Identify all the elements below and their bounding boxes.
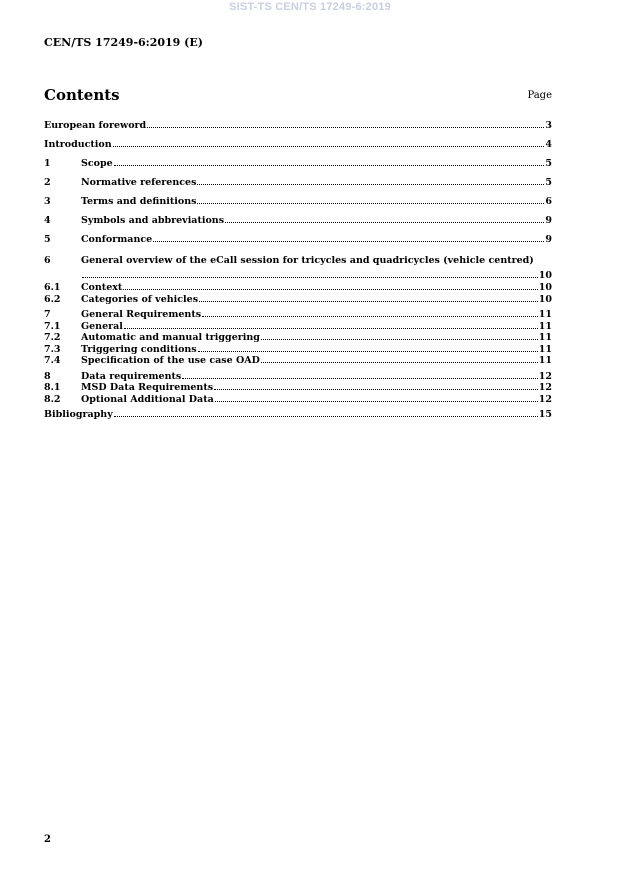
- toc-entry[interactable]: [44, 120, 552, 139]
- dot-leader: [113, 146, 545, 147]
- toc-entry-number: 7.1: [44, 320, 61, 332]
- toc-entry[interactable]: [44, 234, 552, 253]
- toc-entry[interactable]: [44, 215, 552, 234]
- toc-entry[interactable]: [44, 394, 552, 406]
- toc-entry-title: Specification of the use case OAD: [81, 355, 260, 366]
- toc-entry-title: Symbols and abbreviations: [81, 215, 225, 226]
- toc-entry[interactable]: [44, 196, 552, 215]
- toc-entry-page: 6: [545, 196, 552, 207]
- toc-entry-number: 2: [44, 177, 51, 188]
- toc-entry-number: 7.4: [44, 355, 61, 366]
- toc-entry[interactable]: [44, 177, 552, 196]
- toc-entry-page: 3: [545, 120, 552, 131]
- toc-entry-title: Terms and definitions: [81, 196, 197, 207]
- dot-leader: [114, 416, 538, 417]
- toc-entry-title: European foreword: [44, 120, 147, 131]
- toc-entry-page: 10: [538, 270, 552, 281]
- dot-leader: [153, 241, 544, 242]
- toc-entry-page: 11: [538, 320, 552, 332]
- toc-entry-number: 8: [44, 370, 51, 382]
- toc-entry-page: 9: [545, 215, 552, 226]
- toc-entry[interactable]: [44, 282, 552, 294]
- contents-title: Contents: [44, 86, 120, 104]
- toc-entry-number: 6: [44, 255, 51, 266]
- toc-entry[interactable]: [44, 309, 552, 321]
- dot-leader: [114, 165, 545, 166]
- toc-entry[interactable]: [44, 294, 552, 306]
- toc-entry-number: 8.2: [44, 393, 61, 405]
- document-id: CEN/TS 17249-6:2019 (E): [44, 36, 203, 49]
- dot-leader: [214, 389, 538, 390]
- toc-entry[interactable]: [44, 409, 552, 428]
- toc-entry-number: 5: [44, 234, 51, 245]
- toc-entry-title: Conformance: [81, 234, 153, 245]
- watermark: SIST-TS CEN/TS 17249-6:2019: [229, 1, 391, 13]
- toc-entry-title: General Requirements: [81, 309, 202, 320]
- toc-entry-page: 11: [538, 309, 552, 320]
- dot-leader: [197, 184, 544, 185]
- dot-leader: [124, 328, 538, 329]
- toc-entry-page: 12: [538, 393, 552, 405]
- toc-entry-page: 10: [538, 282, 552, 293]
- dot-leader: [202, 316, 538, 317]
- toc-entry-title: Normative references: [81, 177, 197, 188]
- toc-entry[interactable]: [44, 382, 552, 394]
- toc-entry-title: Automatic and manual triggering: [81, 332, 260, 343]
- toc-entry-title: MSD Data Requirements: [81, 382, 214, 393]
- toc-entry[interactable]: [44, 321, 552, 333]
- toc-entry-page: 10: [538, 293, 552, 305]
- toc-entry-page: 11: [538, 343, 552, 355]
- dot-leader: [182, 378, 538, 379]
- dot-leader: [199, 301, 538, 302]
- page-column-label: Page: [527, 90, 552, 101]
- toc-entry-title: Optional Additional Data: [81, 393, 214, 405]
- toc-entry-page: 4: [545, 139, 552, 150]
- dot-leader: [198, 351, 538, 352]
- toc-entry[interactable]: [44, 158, 552, 177]
- toc-entry-title: Introduction: [44, 139, 112, 150]
- dot-leader: [261, 339, 538, 340]
- toc-entry-page: 15: [538, 409, 552, 420]
- dot-leader: [197, 203, 544, 204]
- toc-entry-title: Context: [81, 282, 123, 293]
- toc-entry-page: 9: [545, 234, 552, 245]
- toc-entry[interactable]: [44, 139, 552, 158]
- toc-entry-number: 6.2: [44, 293, 61, 305]
- toc-entry-number: 7: [44, 309, 51, 320]
- toc-entry[interactable]: [44, 344, 552, 356]
- toc-entry-page: 12: [538, 382, 552, 393]
- toc-entry[interactable]: [44, 332, 552, 344]
- dot-leader: [123, 289, 537, 290]
- toc-entry-number: 8.1: [44, 382, 61, 393]
- page-number: 2: [44, 834, 51, 845]
- toc-entry-page: 5: [545, 177, 552, 188]
- toc-entry-title: Bibliography: [44, 409, 113, 420]
- toc-entry-title: Categories of vehicles: [81, 293, 199, 305]
- toc-entry-title: Scope: [81, 158, 113, 169]
- toc-entry-number: 3: [44, 196, 51, 207]
- toc-entry[interactable]: [44, 371, 552, 383]
- dot-leader: [215, 401, 538, 402]
- toc-entry-page: 11: [538, 355, 552, 366]
- toc-entry-number: 7.3: [44, 343, 61, 355]
- toc-entry-number: 6.1: [44, 282, 61, 293]
- toc-entry[interactable]: [44, 355, 552, 367]
- toc-entry-title: General overview of the eCall session for tricycles and quadricycles (vehicle centred): [81, 255, 534, 266]
- toc-entry-title: Data requirements: [81, 370, 182, 382]
- toc-entry-title: General: [81, 320, 123, 332]
- toc-entry-number: 4: [44, 215, 51, 226]
- toc-entry-title: Triggering conditions: [81, 343, 197, 355]
- dot-leader: [82, 277, 538, 278]
- toc-entry-page: 5: [545, 158, 552, 169]
- toc-entry-page: 12: [538, 370, 552, 382]
- dot-leader: [147, 127, 544, 128]
- table-of-contents: [44, 120, 552, 428]
- toc-entry-page: 11: [538, 332, 552, 343]
- dot-leader: [261, 362, 538, 363]
- toc-entry[interactable]: [44, 255, 552, 282]
- toc-entry-number: 7.2: [44, 332, 61, 343]
- toc-entry-number: 1: [44, 158, 51, 169]
- dot-leader: [225, 222, 544, 223]
